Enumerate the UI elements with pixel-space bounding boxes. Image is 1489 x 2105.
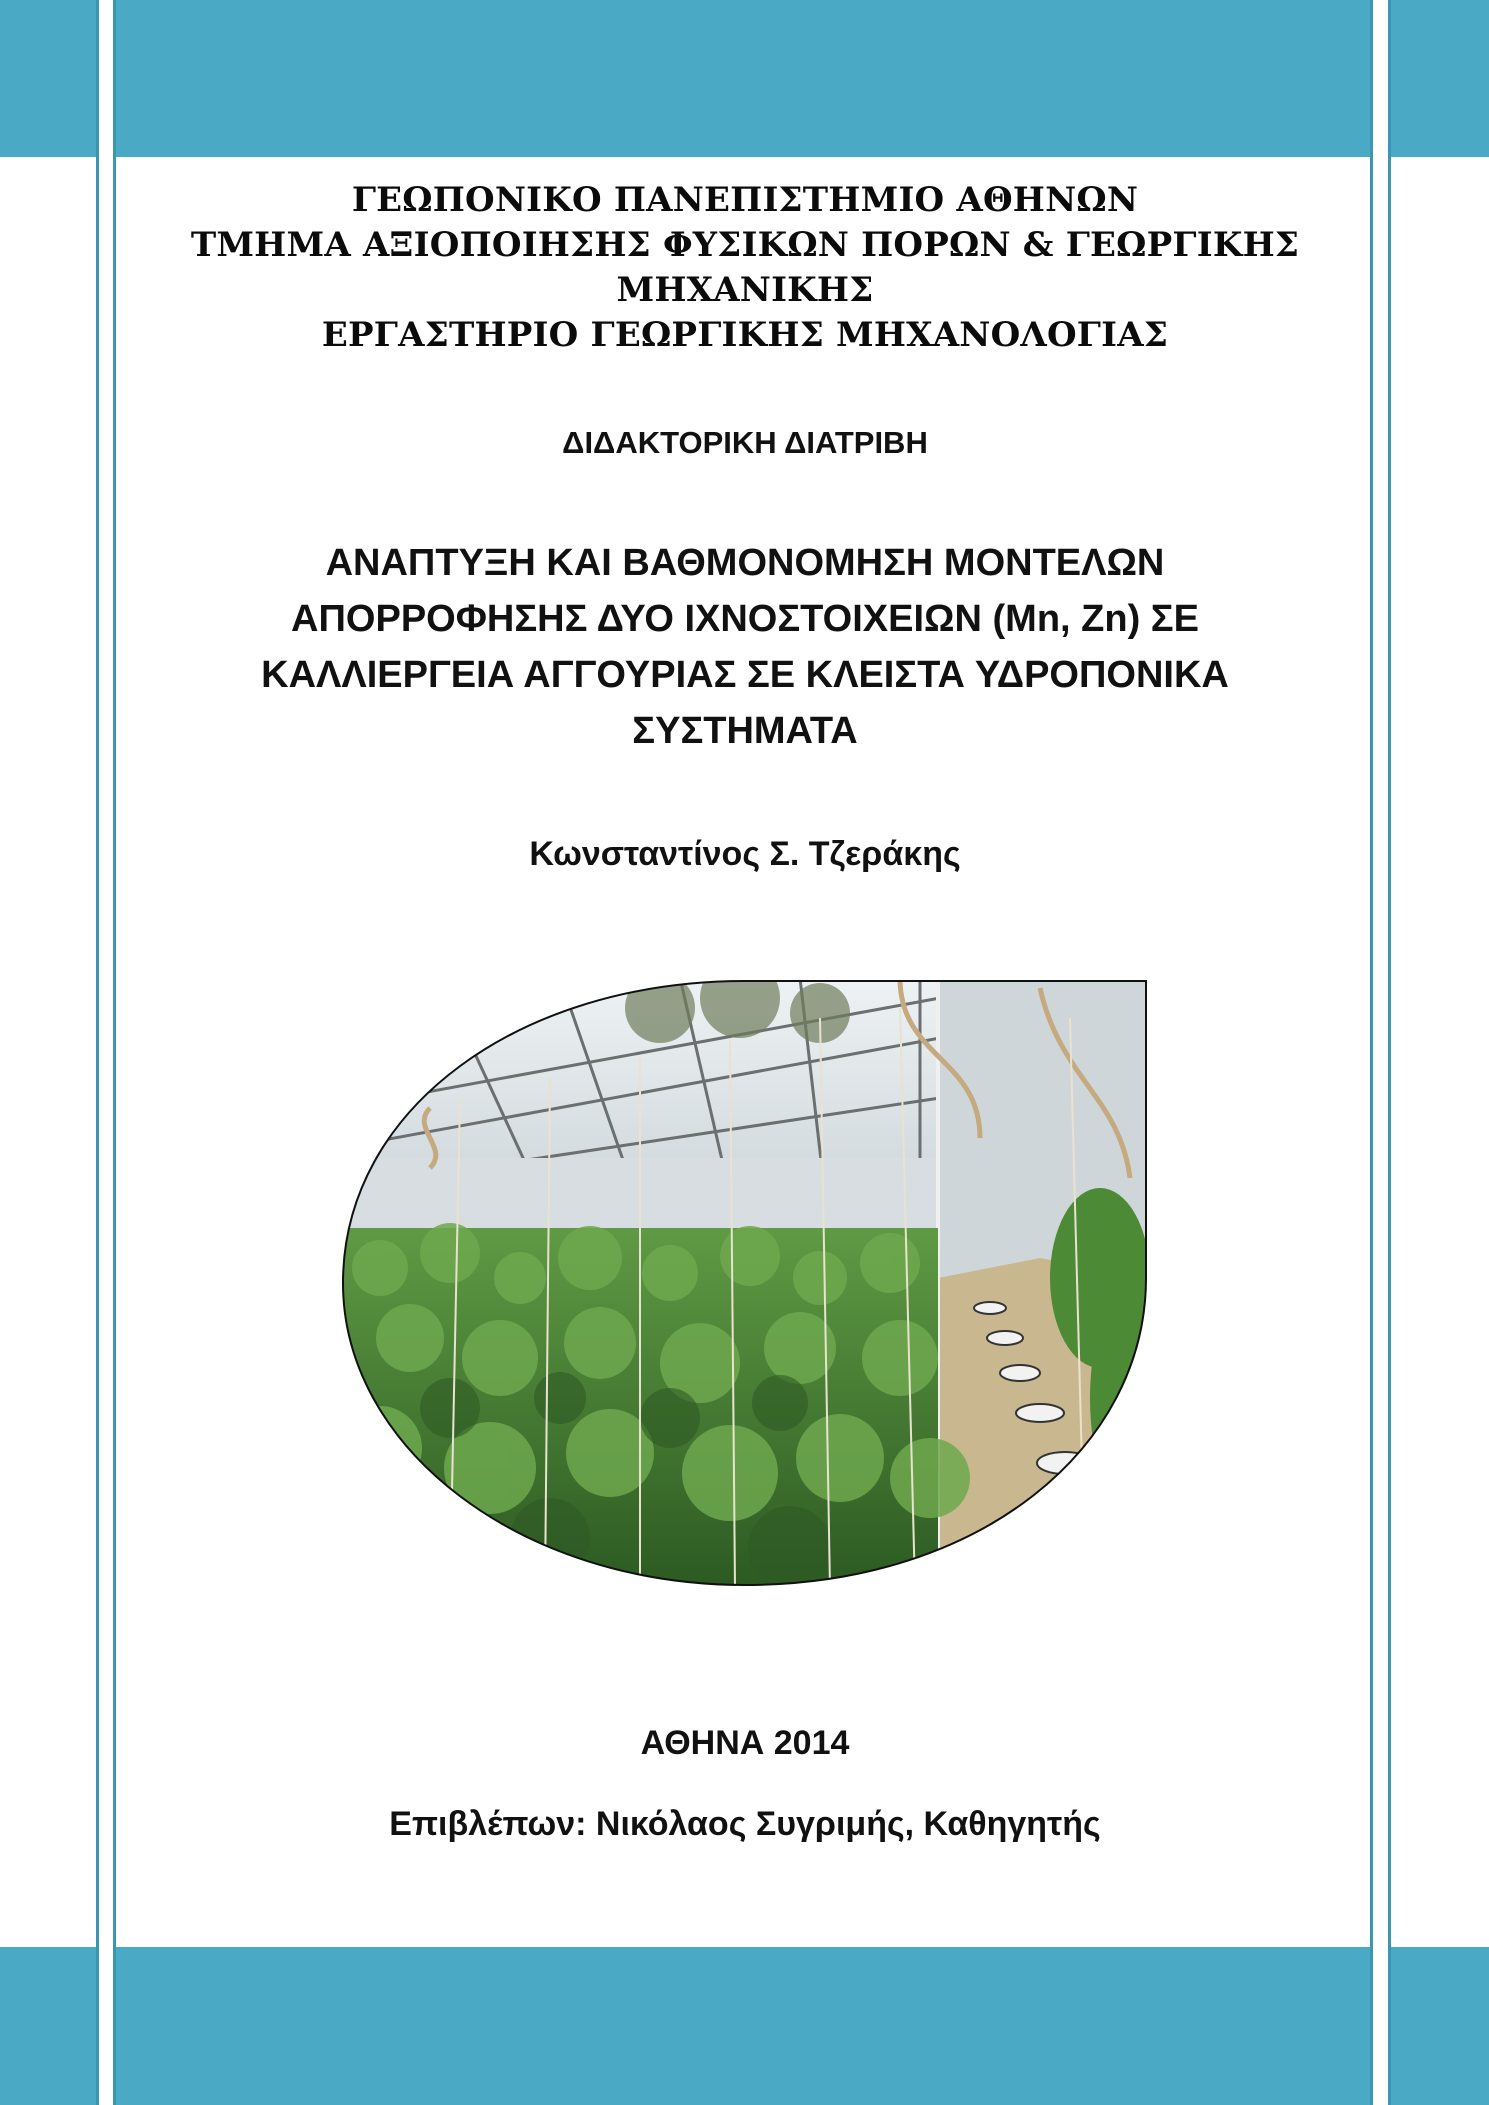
supervisor: Επιβλέπων: Νικόλαος Συγριμής, Καθηγητής — [389, 1805, 1101, 1843]
header-line-university: ΓΕΩΠΟΝΙΚΟ ΠΑΝΕΠΙΣΤΗΜΙΟ ΑΘΗΝΩΝ — [351, 180, 1139, 220]
author-name: Κωνσταντίνος Σ. Τζεράκης — [529, 835, 961, 873]
title-line-3: ΚΑΛΛΙΕΡΓΕΙΑ ΑΓΓΟΥΡΙΑΣ ΣΕ ΚΛΕΙΣΤΑ ΥΔΡΟΠΟΝΙΚΑ — [261, 654, 1229, 696]
header-line-laboratory: ΕΡΓΑΣΤΗΡΙΟ ΓΕΩΡΓΙΚΗΣ ΜΗΧΑΝΟΛΟΓΙΑΣ — [321, 315, 1169, 355]
greenhouse-photo — [340, 978, 1150, 1588]
header-line-department: ΤΜΗΜΑ ΑΞΙΟΠΟΙΗΣΗΣ ΦΥΣΙΚΩΝ ΠΟΡΩΝ & ΓΕΩΡΓΙΚΗΣ — [190, 225, 1300, 265]
university-header — [110, 178, 1380, 358]
frame-bottom-band — [114, 1947, 1371, 2105]
frame-top-band — [114, 0, 1371, 157]
frame-right-outer-line — [1388, 0, 1391, 2105]
header-line-department-cont: ΜΗΧΑΝΙΚΗΣ — [616, 270, 874, 310]
title-line-2: ΑΠΟΡΡΟΦΗΣΗΣ ΔΥΟ ΙΧΝΟΣΤΟΙΧΕΙΩΝ (Mn, Zn) ΣΕ — [291, 598, 1199, 640]
greenhouse-photo-illustration — [340, 978, 1150, 1588]
thesis-type: ΔΙΔΑΚΤΟΡΙΚΗ ΔΙΑΤΡΙΒΗ — [562, 425, 928, 460]
title-line-4: ΣΥΣΤΗΜΑΤΑ — [632, 710, 858, 752]
frame-left-top-band — [0, 0, 96, 157]
frame-right-bottom-band — [1390, 1947, 1489, 2105]
city-year: ΑΘΗΝΑ 2014 — [640, 1724, 850, 1762]
frame-right-top-band — [1390, 0, 1489, 157]
frame-left-outer-line — [96, 0, 99, 2105]
title-line-1: ΑΝΑΠΤΥΞΗ ΚΑΙ ΒΑΘΜΟΝΟΜΗΣΗ ΜΟΝΤΕΛΩΝ — [325, 542, 1165, 584]
thesis-title — [110, 535, 1380, 759]
frame-left-bottom-band — [0, 1947, 96, 2105]
